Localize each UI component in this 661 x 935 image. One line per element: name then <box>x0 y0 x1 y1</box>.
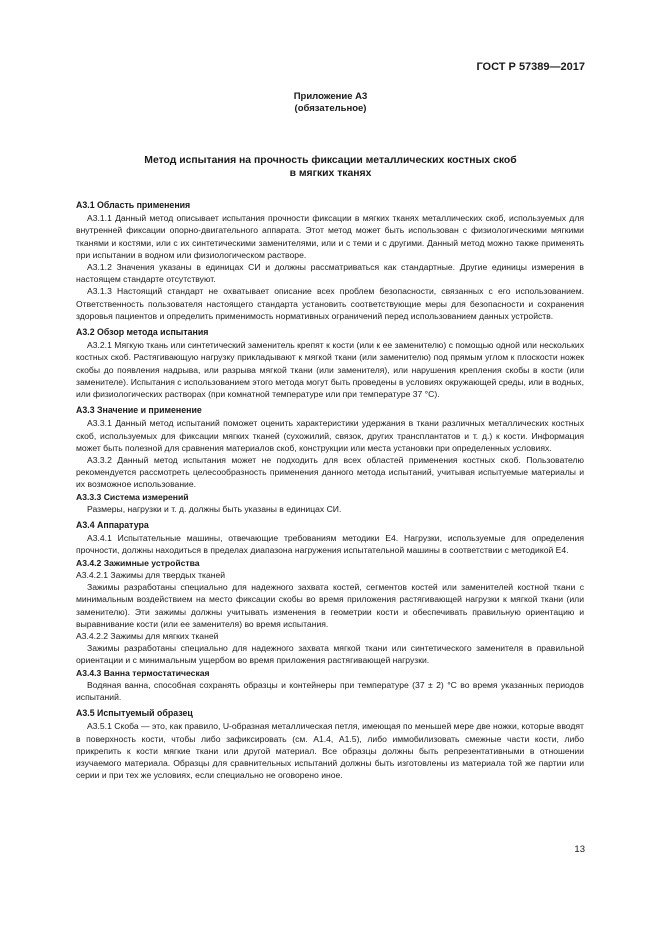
section-heading: А3.3 Значение и применение <box>76 405 202 416</box>
annex-status: (обязательное) <box>294 103 367 114</box>
paragraph: Размеры, нагрузки и т. д. должны быть указаны в единицах СИ. <box>87 503 342 514</box>
page-number: 13 <box>574 844 585 855</box>
annex-title: Приложение А3 <box>293 91 368 102</box>
subsubsection-heading: А3.4.2.1 Зажимы для твердых тканей <box>76 569 226 580</box>
document-title <box>70 154 591 180</box>
subsection-heading: А3.4.2 Зажимные устройства <box>76 557 200 568</box>
section-heading: А3.4 Аппаратура <box>76 520 149 531</box>
subsubsection-heading: А3.4.2.2 Зажимы для мягких тканей <box>76 630 219 641</box>
paragraph: А3.1.1 Данный метод описывает испытания прочности фиксации в мягких тканях металлических скоб, используемых для внутренней фиксации опорно-двигательного аппарата. Этот метод может быть использован с физиологическими мягкими тканями и костями, или с их синтетическими заменителями, или и с теми и с другими. Данный метод можно также применять при испытании в водном или физиологическом растворе. <box>76 213 584 260</box>
paragraph: А3.2.1 Мягкую ткань или синтетический заменитель крепят к кости (или к ее заменителю) с помощью одной или нескольких костных скоб. Растягивающую нагрузку прикладывают к мягкой ткани (или заменителю) под прямым углом к плоскости ножек скобы до появления надрыва, или разрыва мягкой ткани (или заменителя), или нарушения крепления скобы в кости (или заменителе). Испытания с использованием этого метода могут быть проведены в условиях окружающей среды, или в водных, или физиологических растворах (при комнатной температуре или при температуре 37 °С). <box>76 340 584 400</box>
title-line-1: Метод испытания на прочность фиксации металлических костных скоб <box>144 155 517 166</box>
main-content <box>76 195 584 781</box>
paragraph: А3.1.2 Значения указаны в единицах СИ и должны рассматриваться как стандартные. Другие единицы измерения в настоящем стандарте отсутствуют. <box>76 262 584 285</box>
paragraph: Зажимы разработаны специально для надежного захвата мягкой ткани или синтетического заменителя в правильной ориентации и с минимальным ущербом во время приложения растягивающей нагрузки. <box>76 643 584 666</box>
paragraph: Зажимы разработаны специально для надежного захвата костей, сегментов костей или заменителей костной ткани с минимальным воздействием на место фиксации скобы во время приложения растягивающей нагрузки к мягкой ткани (или заменителю). Эти зажимы должны учитывать изменения в геометрии кости и обеспечивать правильную ориентацию и выравнивание кости (или ее заменителя) во время испытания. <box>76 582 584 629</box>
section-heading: А3.2 Обзор метода испытания <box>76 327 209 338</box>
paragraph: А3.5.1 Скоба — это, как правило, U-образная металлическая петля, имеющая по меньшей мере две ножки, которые вводят в поверхность кости, чтобы либо зафиксировать (см. А1.4, А1.5), либо иммобилизовать смежные части кости, либо прикрепить к кости мягкие ткани или другой материал. Все образцы должны быть репрезентативными в отношении изучаемого материала. Образцы для сравнительных испытаний должны быть изготовлены из материала той же партии или серии и при тех же условиях, если специально не оговорено иное. <box>76 721 584 781</box>
annex-block <box>0 91 661 115</box>
subsection-heading: А3.3.3 Система измерений <box>76 491 189 502</box>
paragraph: А3.1.3 Настоящий стандарт не охватывает описание всех проблем безопасности, связанных с его использованием. Ответственность пользователя настоящего стандарта установить соответствующие меры для безопасности и сохранения здоровья пациентов и определить применимость нормативных ограничений перед использованием данных устройств. <box>76 286 584 321</box>
paragraph: А3.4.1 Испытательные машины, отвечающие требованиям методики Е4. Нагрузки, используемые для определения прочности, должны находиться в пределах диапазона нагружения испытательной машины в соответствии с методикой Е4. <box>76 533 584 556</box>
paragraph: Водяная ванна, способная сохранять образцы и контейнеры при температуре (37 ± 2) °С во время указанных периодов испытаний. <box>76 679 584 702</box>
section-heading: А3.5 Испытуемый образец <box>76 708 193 719</box>
title-line-2: в мягких тканях <box>289 168 372 179</box>
standard-number: ГОСТ Р 57389—2017 <box>476 61 585 73</box>
paragraph: А3.3.2 Данный метод испытания может не подходить для всех областей применения костных скоб. Пользователю рекомендуется рассмотреть целесообразность применения данного метода испытаний, учитывая испытуемые материалы и их возможное использование. <box>76 455 584 490</box>
subsection-heading: А3.4.3 Ванна термостатическая <box>76 667 210 678</box>
section-heading: А3.1 Область применения <box>76 200 191 210</box>
paragraph: А3.3.1 Данный метод испытаний поможет оценить характеристики удержания в ткани различных металлических костных скоб, используемых для фиксации мягких тканей (сухожилий, связок, других трансплантатов и т. д.) к кости. Информация может быть полезной для сравнения материалов скоб, конструкции или места установки при определенных условиях. <box>76 418 584 453</box>
